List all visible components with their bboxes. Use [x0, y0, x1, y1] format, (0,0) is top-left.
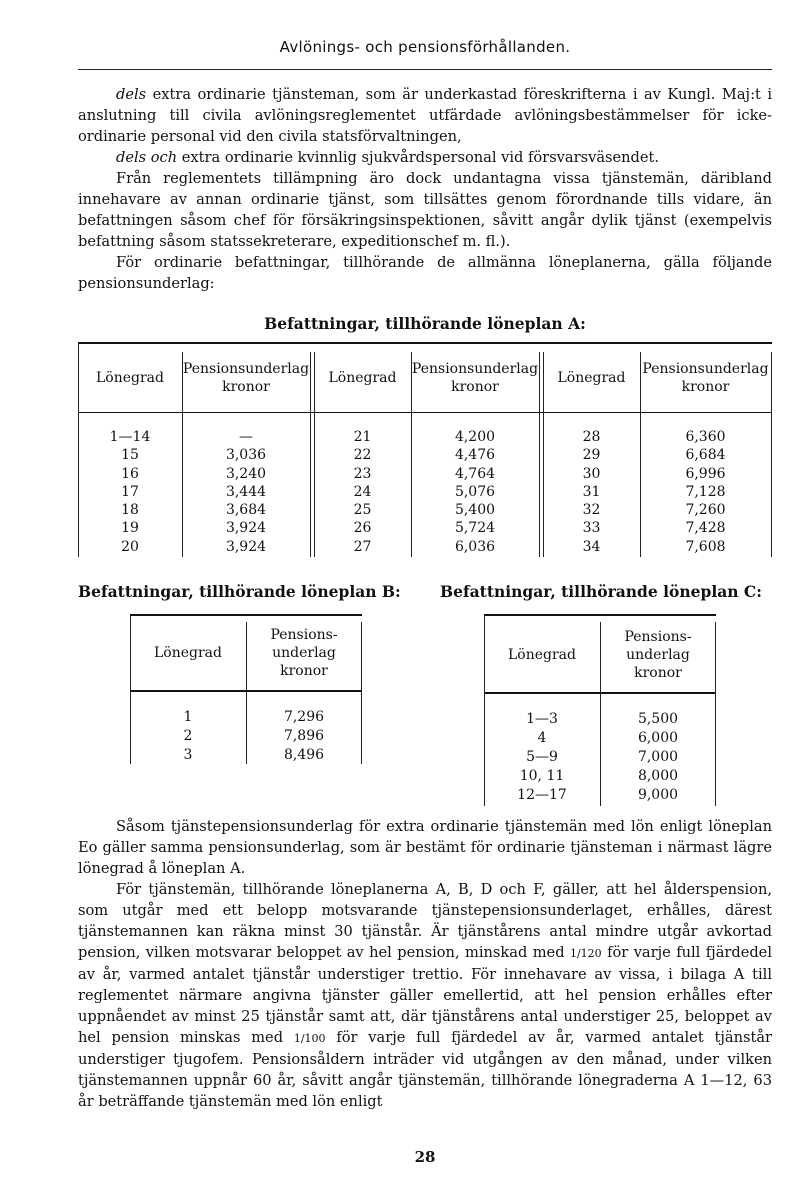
- table-a-rule: [771, 352, 772, 557]
- table-a-header-grade-2: Lönegrad: [328, 370, 397, 386]
- header-line: kronor: [681, 379, 730, 395]
- header-line: underlag: [626, 647, 690, 663]
- table-cell: 10, 11: [519, 768, 565, 784]
- table-cell: 28: [582, 429, 601, 445]
- table-cell: 2: [183, 728, 193, 744]
- fraction-2: 1/100: [293, 1032, 326, 1045]
- table-c-values: [600, 710, 716, 805]
- table-a-rule: [310, 352, 311, 557]
- table-a-col3-values: [640, 428, 771, 556]
- table-cell: 19: [121, 520, 139, 537]
- table-b-caption: Befattningar, tillhörande löneplan B:: [78, 582, 401, 601]
- table-cell: 18: [121, 502, 139, 519]
- table-b-top-rule: [130, 614, 362, 616]
- table-cell: 7,896: [283, 728, 325, 744]
- table-cell: 30: [582, 465, 601, 482]
- table-cell: 3,240: [225, 465, 267, 482]
- table-cell: 1: [183, 709, 193, 725]
- table-cell: 15: [121, 447, 139, 464]
- table-cell: 34: [582, 538, 601, 555]
- table-cell: 6,996: [685, 465, 726, 482]
- table-cell: 3,036: [225, 447, 267, 464]
- table-cell: 27: [353, 538, 372, 555]
- table-a-rule: [539, 352, 540, 557]
- table-cell: 8,000: [637, 768, 679, 784]
- table-cell: 7,000: [637, 749, 679, 765]
- header-line: Pensionsunderlag: [642, 361, 769, 377]
- body-paragraph-1: Såsom tjänstepensionsunderlag för extra ordinarie tjänstemän med lön enligt löneplan Eo gäller samma pensionsunderlag, som är bestämt för ordinarie tjänsteman i närmast lägre lönegrad å löneplan A.: [78, 818, 772, 877]
- table-c: [484, 614, 716, 806]
- table-a-col3-grades: [543, 428, 640, 556]
- table-cell: 3,924: [225, 520, 267, 537]
- table-c-grades: [484, 710, 600, 805]
- table-b-header-pension: [246, 626, 362, 680]
- table-cell: 20: [121, 538, 139, 555]
- intro-text-2: extra ordinarie kvinnlig sjukvårdspersonal vid försvarsväsendet.: [177, 149, 660, 166]
- table-a-header-pension-2: [411, 360, 539, 396]
- table-cell: 3: [183, 747, 193, 763]
- table-cell: 4,764: [454, 465, 496, 482]
- table-cell: 12—17: [517, 787, 567, 803]
- header-line: Pensions-: [270, 627, 338, 643]
- table-b-header-grade: Lönegrad: [154, 645, 222, 661]
- table-a-header-pension-1: [182, 360, 310, 396]
- table-cell: 3,924: [225, 538, 267, 555]
- table-cell: 5,724: [454, 520, 496, 537]
- table-cell: 6,360: [685, 429, 726, 445]
- table-cell: 6,000: [637, 730, 679, 746]
- fraction-1: 1/120: [569, 947, 602, 960]
- table-b-grades: [130, 708, 246, 765]
- intro-text: [78, 84, 772, 294]
- table-cell: 5,500: [637, 711, 679, 727]
- intro-text-1: extra ordinarie tjänsteman, som är underkastad föreskrifterna i av Kungl. Maj:t i anslutning till civila avlöningsreglementet utfärdade avlöningsbestämmelser för icke-ordinarie personal vid den civila statsförvaltningen,: [78, 86, 772, 145]
- page-number: 28: [414, 1148, 436, 1166]
- table-cell: 7,260: [685, 502, 726, 519]
- table-cell: 9,000: [637, 787, 679, 803]
- table-cell: 7,296: [283, 709, 325, 725]
- running-header: Avlönings- och pensionsförhållanden.: [279, 38, 571, 56]
- table-cell: 3,684: [225, 502, 267, 519]
- table-cell: 29: [582, 447, 601, 464]
- table-b: [130, 614, 362, 764]
- intro-paragraph-3: Från reglementets tillämpning äro dock undantagna vissa tjänstemän, däribland innehavare av annan ordinarie tjänst, som tillsättes genom förordnande tills vidare, än befattningen såsom chef för försäkringsinspektionen, såvitt angår dylik tjänst (exempelvis befattning såsom statssekreterare, expeditionschef m. fl.).: [78, 170, 772, 250]
- table-cell: 17: [121, 483, 139, 500]
- table-c-top-rule: [484, 614, 716, 616]
- header-line: kronor: [451, 379, 499, 395]
- table-a-caption: Befattningar, tillhörande löneplan A:: [264, 314, 586, 333]
- table-a-col2-grades: [314, 428, 411, 556]
- table-cell: 16: [121, 465, 139, 482]
- table-cell: 3,444: [225, 483, 267, 500]
- table-cell: 5,076: [454, 483, 496, 500]
- table-cell: 24: [353, 483, 372, 500]
- table-cell: 8,496: [283, 747, 325, 763]
- table-a-col1-values: [182, 428, 310, 556]
- table-c-caption: Befattningar, tillhörande löneplan C:: [440, 582, 762, 601]
- table-cell: 23: [353, 465, 372, 482]
- table-cell: 32: [582, 502, 601, 519]
- table-cell: 4: [537, 730, 547, 746]
- table-cell: 6,036: [454, 538, 496, 555]
- table-cell: —: [239, 429, 253, 445]
- header-line: kronor: [222, 379, 270, 395]
- header-line: Pensionsunderlag: [182, 361, 310, 377]
- table-cell: 4,476: [454, 447, 496, 464]
- body-paragraph-2: [78, 879, 772, 1112]
- table-cell: 31: [582, 483, 601, 500]
- table-cell: 7,608: [685, 538, 726, 555]
- table-a-header-grade-1: Lönegrad: [96, 370, 164, 386]
- table-cell: 7,428: [685, 520, 726, 537]
- body-text-b: för varje full fjärdedel av år, varmed antalet tjänstår understiger trettio. För innehavare av vissa, i bilaga A till reglementet närmare angivna tjänster gäller emellertid, att hel pension erhålles efter uppnåendet av minst 25 tjänstår samt att, där tjänstårens antal understiger 25, beloppet av hel pension minskas med: [78, 944, 772, 1046]
- table-cell: 7,128: [685, 483, 726, 500]
- body-text-a: För tjänstemän, tillhörande löneplanerna A, B, D och F, gäller, att hel ålderspension, som utgår med ett belopp motsvarande tjänstepensionsunderlaget, erhålles, därest tjänstemannen kan räkna minst 30 tjänstår. Är tjänstårens antal mindre utgår avkortad pension, vilken motsvarar beloppet av hel pension, minskad med: [78, 881, 772, 961]
- header-rule: [78, 69, 772, 70]
- table-cell: 5,400: [454, 502, 496, 519]
- intro-paragraph-2: [78, 147, 772, 168]
- intro-em-1: dels: [116, 86, 147, 103]
- table-c-header-grade: Lönegrad: [508, 647, 576, 663]
- table-cell: 21: [353, 429, 372, 445]
- header-line: kronor: [280, 663, 328, 679]
- table-a-header-pension-3: [640, 360, 771, 396]
- table-a-top-rule: [78, 342, 772, 344]
- intro-em-2: dels och: [116, 149, 178, 166]
- header-line: Pensions-: [624, 629, 692, 645]
- header-line: kronor: [634, 665, 682, 681]
- table-cell: 25: [353, 502, 372, 519]
- table-a-col1-grades: [78, 428, 182, 556]
- table-cell: 6,684: [685, 447, 726, 464]
- table-a: [78, 342, 772, 557]
- body-text: [78, 816, 772, 1112]
- table-cell: 1—14: [109, 429, 151, 445]
- table-c-header-pension: [600, 628, 716, 682]
- table-cell: 33: [582, 520, 601, 537]
- table-a-col2-values: [411, 428, 539, 556]
- header-line: underlag: [272, 645, 336, 661]
- body-text-c: för varje full fjärdedel av år, varmed antalet tjänstår understiger tjugofem. Pensionsåldern inträder vid utgången av den månad, under vilken tjänstemannen uppnår 60 år, såvitt angår tjänstemän, tillhörande lönegraderna A 1—12, 63 år beträffande tjänstemän med lön enligt: [78, 1029, 772, 1110]
- header-line: Pensionsunderlag: [411, 361, 539, 377]
- table-a-header-grade-3: Lönegrad: [557, 370, 626, 386]
- table-cell: 5—9: [526, 749, 558, 765]
- table-b-values: [246, 708, 362, 765]
- table-cell: 26: [353, 520, 372, 537]
- table-cell: 1—3: [526, 711, 558, 727]
- intro-paragraph-4: För ordinarie befattningar, tillhörande de allmänna löneplanerna, gälla följande pensionsunderlag:: [78, 254, 772, 292]
- intro-paragraph-1: [78, 84, 772, 147]
- table-cell: 22: [353, 447, 372, 464]
- table-cell: 4,200: [454, 429, 496, 445]
